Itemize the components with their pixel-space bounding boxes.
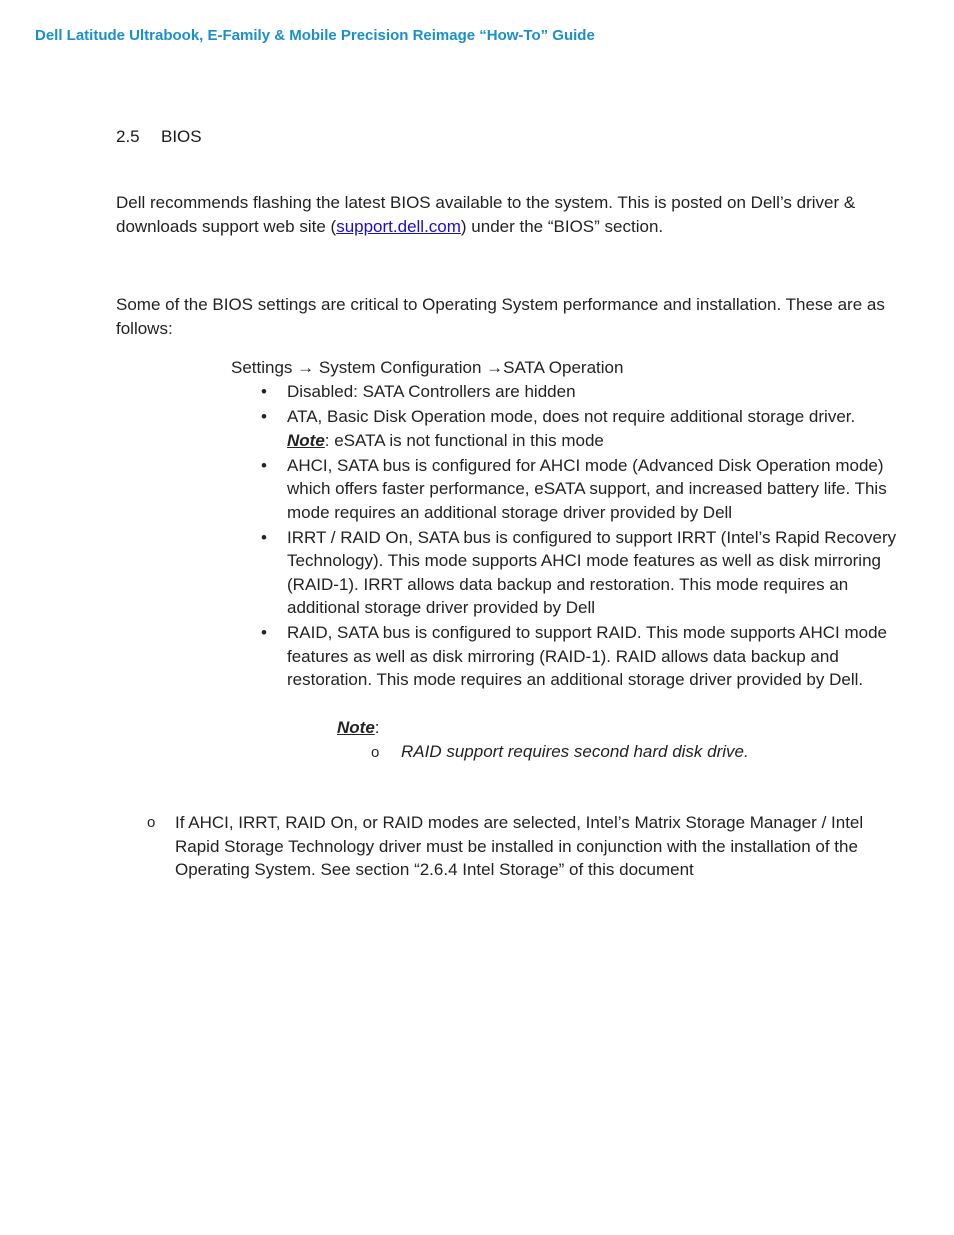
list-item-text: AHCI, SATA bus is configured for AHCI mode (Advanced Disk Operation mode) which offers faster performance, eSATA support, and increased battery life. This mode requires an additional storage driver provided by Dell <box>287 455 887 522</box>
bullet-icon: • <box>261 455 267 475</box>
running-header: Dell Latitude Ultrabook, E-Family & Mobile Precision Reimage “How-To” Guide <box>35 27 595 44</box>
support-link[interactable]: support.dell.com <box>336 216 461 236</box>
right-arrow-icon: → <box>297 358 315 377</box>
list-item <box>258 454 908 525</box>
list-item-text: Disabled: SATA Controllers are hidden <box>287 382 576 401</box>
bullet-icon: • <box>261 623 267 642</box>
list-item <box>258 526 908 620</box>
note-colon: : <box>374 718 380 737</box>
note-text: : eSATA is not functional in this mode <box>324 430 604 450</box>
intro-paragraph <box>116 191 906 238</box>
list-item-text: ATA, Basic Disk Operation mode, does not require additional storage driver. <box>287 407 856 426</box>
path-step-settings: Settings <box>231 358 298 377</box>
list-item-text: IRRT / RAID On, SATA bus is configured to support IRRT (Intel’s Rapid Recovery Technology). This mode supports AHCI mode features as well as disk mirroring (RAID-1). IRRT allows data backup and restoration. This mode requires an additional storage driver provided by Dell <box>287 527 897 617</box>
list-item <box>258 621 908 692</box>
bullet-icon: • <box>261 407 267 426</box>
section-heading <box>116 127 202 147</box>
raid-note-text: RAID support requires second hard disk drive. <box>401 742 749 761</box>
intel-storage-note-text: If AHCI, IRRT, RAID On, or RAID modes are selected, Intel’s Matrix Storage Manager / Intel Rapid Storage Technology driver must be installed in conjunction with the installation of the Operating System. See section “2.6.4 Intel Storage” of this document <box>175 813 864 879</box>
settings-intro-paragraph: Some of the BIOS settings are critical to Operating System performance and installation. These are as follows: <box>116 295 885 338</box>
list-item <box>258 380 908 404</box>
intel-storage-note <box>147 811 907 882</box>
raid-note-item <box>371 740 749 765</box>
circle-bullet-icon: o <box>147 814 156 831</box>
section-number: 2.5 <box>116 127 140 146</box>
note-label: Note <box>337 718 375 737</box>
bullet-icon: • <box>261 382 267 401</box>
section-title: BIOS <box>161 127 202 146</box>
bullet-icon: • <box>261 527 267 547</box>
settings-path <box>231 356 623 380</box>
intro-text-before: Dell recommends flashing the latest BIOS available to the system. This is posted on Dell’s driver & downloads support web site ( <box>116 193 856 236</box>
raid-note-heading <box>337 716 380 740</box>
note-label: Note <box>287 430 325 450</box>
list-item-text: RAID, SATA bus is configured to support RAID. This mode supports AHCI mode features as well as disk mirroring (RAID-1). RAID allows data backup and restoration. This mode requires an additional storage driver provided by Dell. <box>287 623 887 689</box>
sata-mode-list <box>258 380 908 693</box>
intro-text-after: ) under the “BIOS” section. <box>460 216 664 236</box>
right-arrow-icon: → <box>486 358 504 377</box>
path-step-sata-operation: SATA Operation <box>503 358 624 377</box>
circle-bullet-icon: o <box>371 744 380 761</box>
list-item <box>258 405 908 452</box>
path-step-system-configuration: System Configuration <box>314 358 487 377</box>
